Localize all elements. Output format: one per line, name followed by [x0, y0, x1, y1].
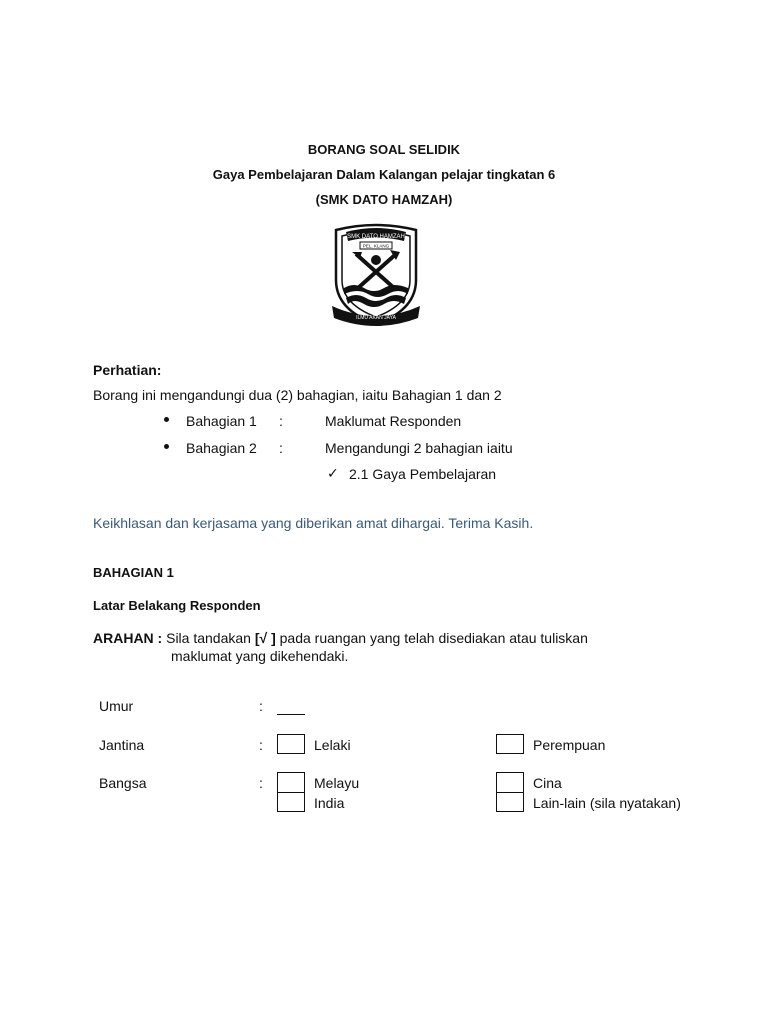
instruction-line-1	[93, 630, 588, 646]
umur-separator: :	[259, 698, 263, 714]
crest-motto-text: ILMU AKAN JAYA	[356, 315, 396, 321]
umur-input-line[interactable]	[277, 700, 305, 715]
bangsa-label: Bangsa	[99, 775, 147, 791]
india-label: India	[314, 795, 345, 811]
form-subtitle: Gaya Pembelajaran Dalam Kalangan pelajar tingkatan 6	[212, 167, 556, 182]
item-description: Maklumat Responden	[325, 413, 462, 429]
jantina-label: Jantina	[99, 737, 145, 753]
school-crest-logo	[330, 222, 422, 328]
lain-lain-checkbox[interactable]	[496, 792, 524, 812]
section-subheading: Latar Belakang Responden	[93, 598, 261, 613]
instruction-mark: [√ ]	[254, 630, 276, 646]
bangsa-separator: :	[259, 775, 263, 791]
melayu-checkbox[interactable]	[277, 772, 305, 792]
thank-you-note: Keikhlasan dan kerjasama yang diberikan amat dihargai. Terima Kasih.	[93, 515, 534, 531]
school-name: (SMK DATO HAMZAH)	[315, 192, 453, 207]
cina-checkbox[interactable]	[496, 772, 524, 792]
bullet-icon	[164, 417, 169, 422]
item-description: Mengandungi 2 bahagian iaitu	[325, 440, 513, 456]
section-heading: BAHAGIAN 1	[93, 565, 174, 580]
cina-label: Cina	[533, 775, 562, 791]
sub-item-text: 2.1 Gaya Pembelajaran	[349, 466, 497, 482]
instruction-pre: Sila tandakan	[162, 630, 255, 646]
attention-heading: Perhatian:	[93, 362, 162, 378]
item-separator: :	[279, 440, 283, 456]
lelaki-label: Lelaki	[314, 737, 351, 753]
attention-intro: Borang ini mengandungi dua (2) bahagian, iaitu Bahagian 1 dan 2	[93, 387, 502, 403]
bullet-icon	[164, 444, 169, 449]
form-title: BORANG SOAL SELIDIK	[307, 142, 461, 157]
crest-place-text: PEL. KLANG	[362, 243, 390, 249]
item-label: Bahagian 1	[186, 413, 257, 429]
instruction-post: pada ruangan yang telah disediakan atau tuliskan	[275, 630, 588, 646]
perempuan-checkbox[interactable]	[496, 734, 524, 754]
instruction-label: ARAHAN :	[93, 630, 163, 646]
item-label: Bahagian 2	[186, 440, 257, 456]
jantina-separator: :	[259, 737, 263, 753]
checkmark-icon: ✓	[327, 465, 339, 481]
lelaki-checkbox[interactable]	[277, 734, 305, 754]
india-checkbox[interactable]	[277, 792, 305, 812]
crest-top-text: SMK DATO HAMZAH	[347, 234, 405, 240]
umur-label: Umur	[99, 698, 134, 714]
lain-lain-label: Lain-lain (sila nyatakan)	[533, 795, 681, 811]
melayu-label: Melayu	[314, 775, 360, 791]
item-separator: :	[279, 413, 283, 429]
perempuan-label: Perempuan	[533, 737, 606, 753]
instruction-line-2: maklumat yang dikehendaki.	[171, 648, 349, 664]
